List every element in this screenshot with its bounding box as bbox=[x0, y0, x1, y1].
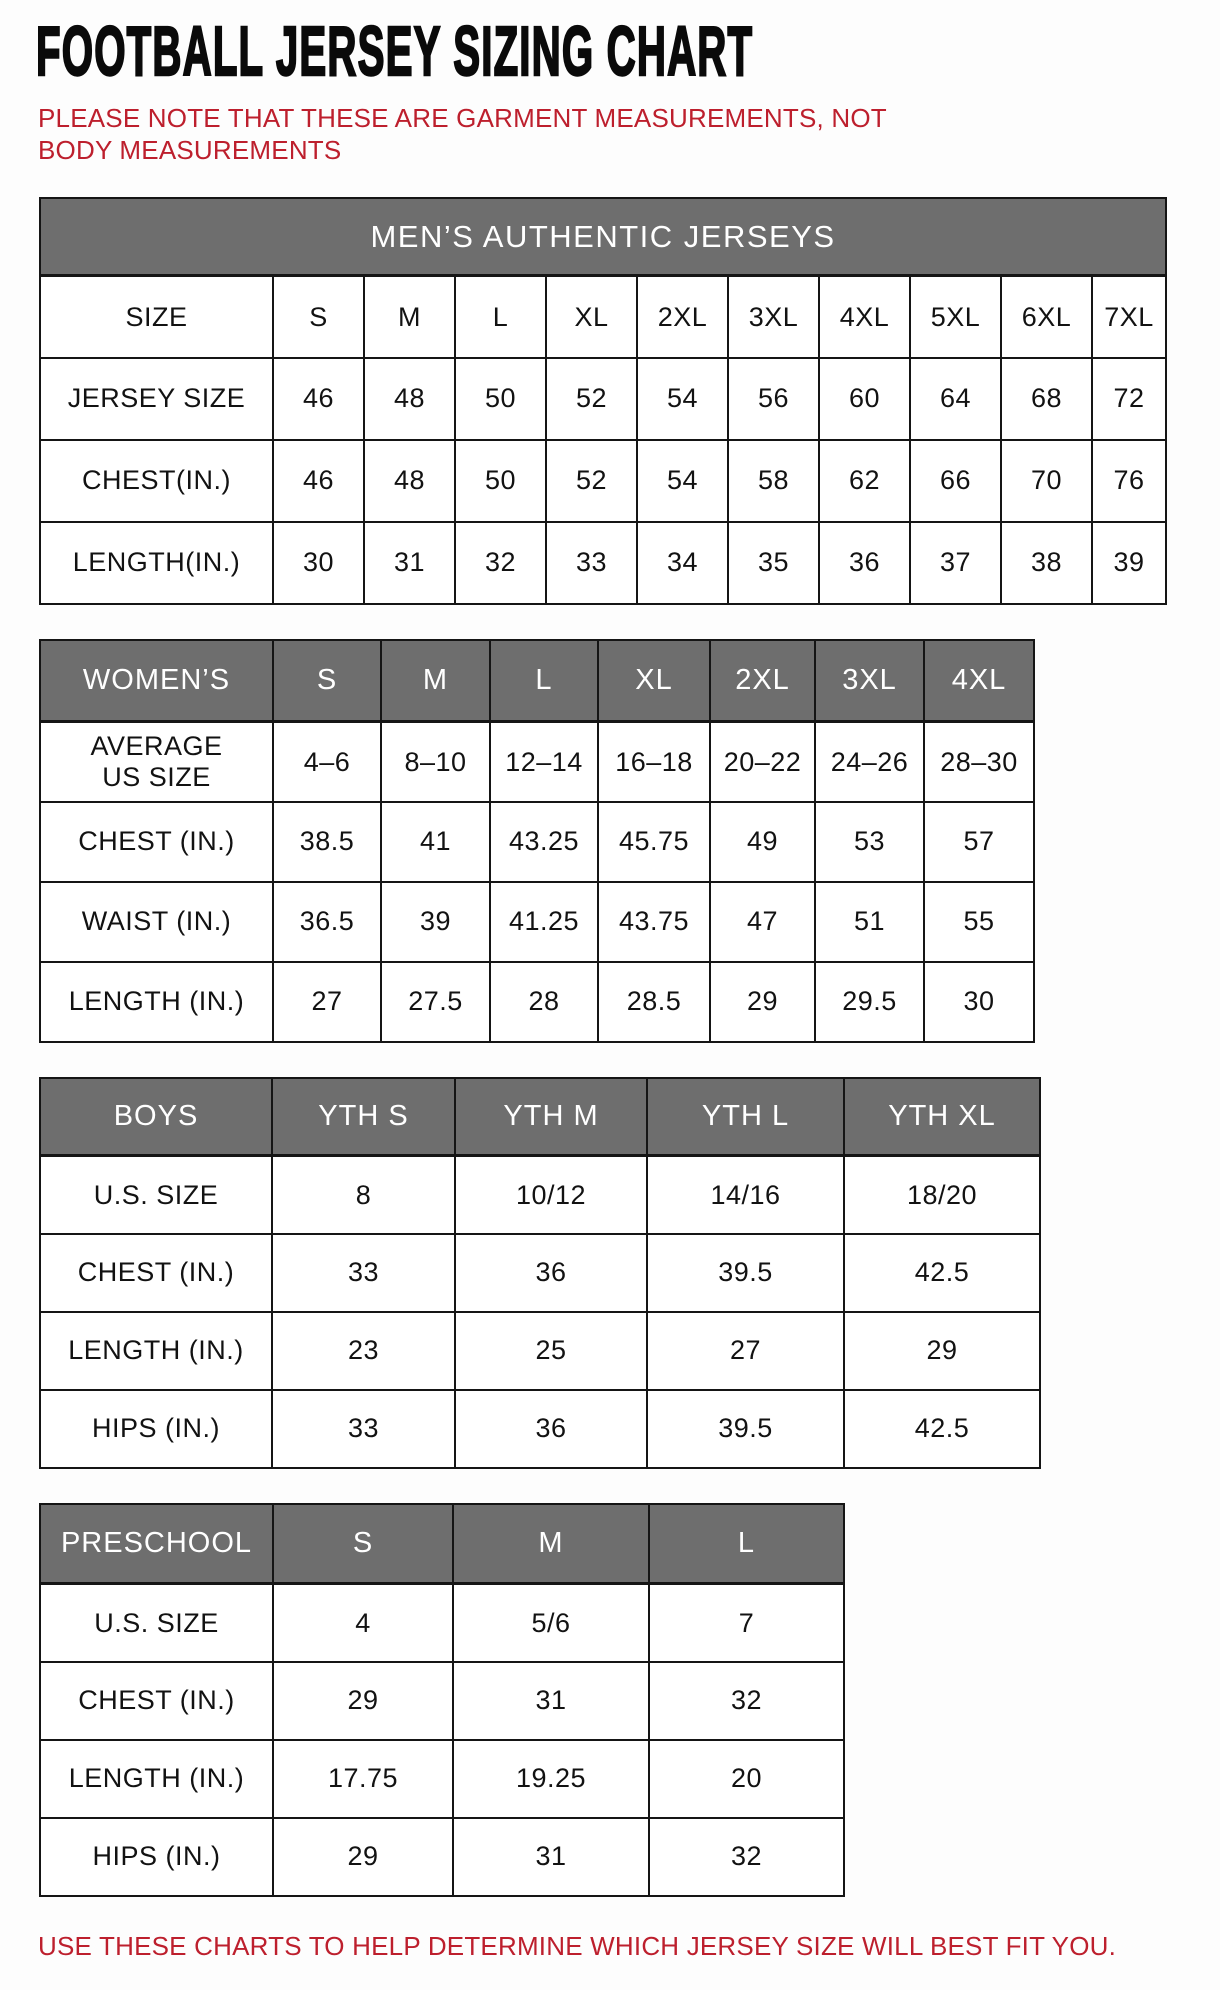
womens-cell: 36.5 bbox=[273, 882, 381, 962]
mens-cell: 50 bbox=[455, 358, 546, 440]
womens-cell: 29.5 bbox=[815, 962, 924, 1042]
preschool-cell: 29 bbox=[273, 1818, 453, 1896]
preschool-col-header: L bbox=[649, 1504, 844, 1584]
mens-row bbox=[40, 440, 1166, 522]
mens-cell: 70 bbox=[1001, 440, 1092, 522]
mens-cell: 4XL bbox=[819, 276, 910, 358]
womens-row-label: LENGTH (IN.) bbox=[40, 962, 273, 1042]
womens-cell: 28.5 bbox=[598, 962, 710, 1042]
mens-cell: 46 bbox=[273, 358, 364, 440]
preschool-cell: 7 bbox=[649, 1584, 844, 1662]
mens-banner: MEN’S AUTHENTIC JERSEYS bbox=[40, 198, 1166, 276]
boys-row bbox=[40, 1156, 1040, 1234]
preschool-cell: 4 bbox=[273, 1584, 453, 1662]
mens-row bbox=[40, 522, 1166, 604]
mens-cell: M bbox=[364, 276, 455, 358]
mens-cell: 48 bbox=[364, 358, 455, 440]
boys-row-label: HIPS (IN.) bbox=[40, 1390, 272, 1468]
mens-cell: 38 bbox=[1001, 522, 1092, 604]
mens-cell: 31 bbox=[364, 522, 455, 604]
mens-cell: 76 bbox=[1092, 440, 1166, 522]
boys-row bbox=[40, 1312, 1040, 1390]
preschool-row-label: U.S. SIZE bbox=[40, 1584, 273, 1662]
boys-col-header: YTH S bbox=[272, 1078, 455, 1156]
boys-row bbox=[40, 1390, 1040, 1468]
mens-cell: 39 bbox=[1092, 522, 1166, 604]
preschool-row bbox=[40, 1584, 844, 1662]
womens-cell: 45.75 bbox=[598, 802, 710, 882]
womens-row-label: CHEST (IN.) bbox=[40, 802, 273, 882]
mens-row-label: SIZE bbox=[40, 276, 273, 358]
womens-row bbox=[40, 722, 1034, 802]
boys-cell: 33 bbox=[272, 1234, 455, 1312]
mens-cell: 66 bbox=[910, 440, 1001, 522]
mens-cell: 46 bbox=[273, 440, 364, 522]
fit-advice-note: USE THESE CHARTS TO HELP DETERMINE WHICH JERSEY SIZE WILL BEST FIT YOU. bbox=[38, 1930, 1117, 1961]
mens-sizing-table bbox=[39, 197, 1167, 605]
boys-col-header: YTH M bbox=[455, 1078, 647, 1156]
boys-col-header: YTH XL bbox=[844, 1078, 1040, 1156]
boys-cell: 8 bbox=[272, 1156, 455, 1234]
mens-cell: 52 bbox=[546, 440, 637, 522]
preschool-cell: 5/6 bbox=[453, 1584, 649, 1662]
womens-cell: 27 bbox=[273, 962, 381, 1042]
boys-col-header: YTH L bbox=[647, 1078, 844, 1156]
preschool-cell: 32 bbox=[649, 1662, 844, 1740]
mens-cell: XL bbox=[546, 276, 637, 358]
boys-cell: 18/20 bbox=[844, 1156, 1040, 1234]
mens-cell: 35 bbox=[728, 522, 819, 604]
boys-sizing-table bbox=[39, 1077, 1041, 1469]
mens-cell: 30 bbox=[273, 522, 364, 604]
mens-cell: L bbox=[455, 276, 546, 358]
womens-cell: 41.25 bbox=[490, 882, 598, 962]
womens-col-header: L bbox=[490, 640, 598, 722]
womens-cell: 28 bbox=[490, 962, 598, 1042]
preschool-cell: 31 bbox=[453, 1662, 649, 1740]
womens-cell: 30 bbox=[924, 962, 1034, 1042]
mens-cell: 34 bbox=[637, 522, 728, 604]
womens-cell: 4–6 bbox=[273, 722, 381, 802]
mens-cell: 32 bbox=[455, 522, 546, 604]
womens-cell: 49 bbox=[710, 802, 815, 882]
boys-cell: 39.5 bbox=[647, 1390, 844, 1468]
preschool-col-header: M bbox=[453, 1504, 649, 1584]
garment-measurements-note: PLEASE NOTE THAT THESE ARE GARMENT MEASUREMENTS, NOT BODY MEASUREMENTS bbox=[38, 103, 887, 166]
mens-cell: 7XL bbox=[1092, 276, 1166, 358]
womens-cell: 29 bbox=[710, 962, 815, 1042]
mens-row bbox=[40, 358, 1166, 440]
preschool-cell: 31 bbox=[453, 1818, 649, 1896]
womens-cell: 51 bbox=[815, 882, 924, 962]
boys-cell: 33 bbox=[272, 1390, 455, 1468]
boys-cell: 42.5 bbox=[844, 1390, 1040, 1468]
preschool-cell: 32 bbox=[649, 1818, 844, 1896]
mens-cell: 64 bbox=[910, 358, 1001, 440]
womens-cell: 43.75 bbox=[598, 882, 710, 962]
womens-cell: 53 bbox=[815, 802, 924, 882]
mens-cell: 2XL bbox=[637, 276, 728, 358]
womens-sizing-table bbox=[39, 639, 1035, 1043]
mens-cell: 54 bbox=[637, 358, 728, 440]
preschool-cell: 29 bbox=[273, 1662, 453, 1740]
boys-cell: 27 bbox=[647, 1312, 844, 1390]
womens-cell: 12–14 bbox=[490, 722, 598, 802]
womens-col-header: M bbox=[381, 640, 490, 722]
boys-row-label: U.S. SIZE bbox=[40, 1156, 272, 1234]
womens-row bbox=[40, 882, 1034, 962]
preschool-row bbox=[40, 1818, 844, 1896]
mens-cell: 72 bbox=[1092, 358, 1166, 440]
womens-cell: 20–22 bbox=[710, 722, 815, 802]
title-wrap bbox=[36, 12, 1220, 90]
womens-row-label: AVERAGE US SIZE bbox=[40, 722, 273, 802]
womens-row bbox=[40, 802, 1034, 882]
womens-cell: 27.5 bbox=[381, 962, 490, 1042]
preschool-header-row bbox=[40, 1504, 844, 1584]
preschool-cell: 17.75 bbox=[273, 1740, 453, 1818]
preschool-row-label: LENGTH (IN.) bbox=[40, 1740, 273, 1818]
mens-cell: 54 bbox=[637, 440, 728, 522]
mens-cell: 3XL bbox=[728, 276, 819, 358]
boys-cell: 39.5 bbox=[647, 1234, 844, 1312]
boys-cell: 29 bbox=[844, 1312, 1040, 1390]
mens-cell: 68 bbox=[1001, 358, 1092, 440]
womens-row-label: WAIST (IN.) bbox=[40, 882, 273, 962]
mens-row-label: JERSEY SIZE bbox=[40, 358, 273, 440]
mens-cell: 48 bbox=[364, 440, 455, 522]
boys-cell: 10/12 bbox=[455, 1156, 647, 1234]
preschool-cell: 19.25 bbox=[453, 1740, 649, 1818]
womens-header-row bbox=[40, 640, 1034, 722]
womens-col-header: 4XL bbox=[924, 640, 1034, 722]
mens-row bbox=[40, 276, 1166, 358]
womens-col-header: 2XL bbox=[710, 640, 815, 722]
boys-cell: 25 bbox=[455, 1312, 647, 1390]
mens-cell: 5XL bbox=[910, 276, 1001, 358]
tables-container bbox=[0, 197, 1220, 1897]
boys-cell: 14/16 bbox=[647, 1156, 844, 1234]
page-title: FOOTBALL JERSEY SIZING CHART bbox=[36, 12, 754, 90]
womens-col-header: S bbox=[273, 640, 381, 722]
womens-row bbox=[40, 962, 1034, 1042]
mens-cell: 36 bbox=[819, 522, 910, 604]
preschool-cell: 20 bbox=[649, 1740, 844, 1818]
mens-cell: S bbox=[273, 276, 364, 358]
mens-cell: 58 bbox=[728, 440, 819, 522]
womens-cell: 41 bbox=[381, 802, 490, 882]
womens-col-header: XL bbox=[598, 640, 710, 722]
mens-cell: 6XL bbox=[1001, 276, 1092, 358]
preschool-row-label: HIPS (IN.) bbox=[40, 1818, 273, 1896]
mens-header-row bbox=[40, 198, 1166, 276]
mens-row-label: LENGTH(IN.) bbox=[40, 522, 273, 604]
womens-cell: 24–26 bbox=[815, 722, 924, 802]
womens-cell: 55 bbox=[924, 882, 1034, 962]
mens-cell: 50 bbox=[455, 440, 546, 522]
preschool-col-header: S bbox=[273, 1504, 453, 1584]
womens-col-header: 3XL bbox=[815, 640, 924, 722]
boys-cell: 23 bbox=[272, 1312, 455, 1390]
mens-row-label: CHEST(IN.) bbox=[40, 440, 273, 522]
womens-group-label: WOMEN’S bbox=[40, 640, 273, 722]
page bbox=[0, 12, 1220, 1990]
mens-cell: 56 bbox=[728, 358, 819, 440]
boys-cell: 36 bbox=[455, 1234, 647, 1312]
mens-cell: 62 bbox=[819, 440, 910, 522]
mens-cell: 37 bbox=[910, 522, 1001, 604]
womens-cell: 28–30 bbox=[924, 722, 1034, 802]
boys-group-label: BOYS bbox=[40, 1078, 272, 1156]
preschool-sizing-table bbox=[39, 1503, 845, 1897]
womens-cell: 38.5 bbox=[273, 802, 381, 882]
preschool-row bbox=[40, 1662, 844, 1740]
womens-cell: 43.25 bbox=[490, 802, 598, 882]
mens-cell: 52 bbox=[546, 358, 637, 440]
womens-cell: 57 bbox=[924, 802, 1034, 882]
mens-cell: 60 bbox=[819, 358, 910, 440]
boys-row bbox=[40, 1234, 1040, 1312]
boys-row-label: CHEST (IN.) bbox=[40, 1234, 272, 1312]
preschool-row-label: CHEST (IN.) bbox=[40, 1662, 273, 1740]
boys-cell: 36 bbox=[455, 1390, 647, 1468]
boys-cell: 42.5 bbox=[844, 1234, 1040, 1312]
preschool-group-label: PRESCHOOL bbox=[40, 1504, 273, 1584]
boys-header-row bbox=[40, 1078, 1040, 1156]
womens-cell: 8–10 bbox=[381, 722, 490, 802]
womens-cell: 16–18 bbox=[598, 722, 710, 802]
womens-cell: 47 bbox=[710, 882, 815, 962]
boys-row-label: LENGTH (IN.) bbox=[40, 1312, 272, 1390]
mens-cell: 33 bbox=[546, 522, 637, 604]
womens-cell: 39 bbox=[381, 882, 490, 962]
preschool-row bbox=[40, 1740, 844, 1818]
